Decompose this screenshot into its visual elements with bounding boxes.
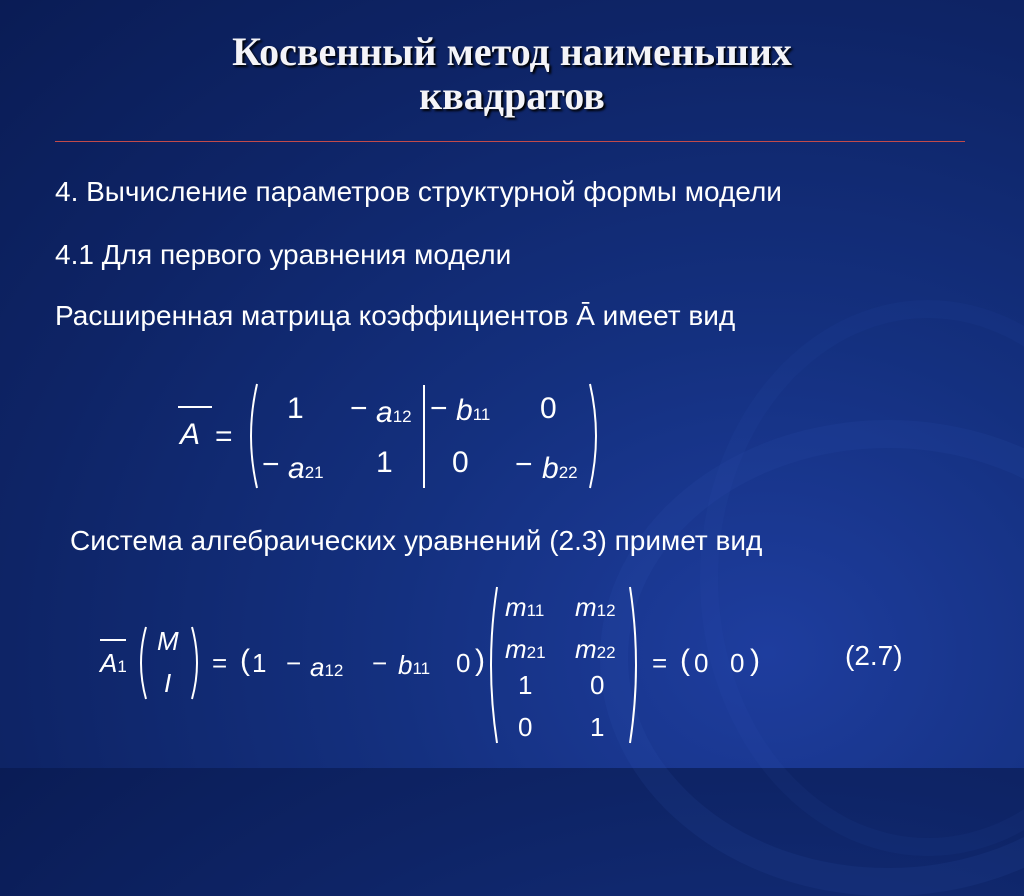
text-item-3: Расширенная матрица коэффициентов Ā имеет вид <box>55 300 736 331</box>
matrix-cell: b22 <box>542 452 578 485</box>
matrix-cell: 0 <box>590 670 605 700</box>
minus-sign: − <box>372 648 388 678</box>
vector-cell: 0 <box>730 648 745 678</box>
text-item-4: Система алгебраических уравнений (2.3) примет вид <box>70 525 763 556</box>
matrix-a-lhs: A <box>180 418 201 451</box>
matrix-cell: m11 <box>505 592 545 622</box>
matrix-cell: m12 <box>575 592 616 622</box>
matrix-cell: 1 <box>376 446 393 479</box>
left-paren <box>485 585 499 745</box>
a1-symbol: A1 <box>100 648 127 678</box>
equation-number: (2.7) <box>845 640 903 671</box>
vector-cell: 0 <box>694 648 709 678</box>
vector-cell: a12 <box>310 652 344 682</box>
matrix-cell: 0 <box>452 446 469 479</box>
vector-cell: 0 <box>456 648 471 678</box>
matrix-cell: 0 <box>540 392 557 425</box>
matrix-cell: a12 <box>376 396 412 429</box>
i-symbol: I <box>164 668 172 698</box>
matrix-cell: m21 <box>505 634 546 664</box>
minus-sign: − <box>262 448 280 481</box>
text-item-1: 4. Вычисление параметров структурной формы модели <box>55 176 782 207</box>
matrix-cell: 1 <box>590 712 605 742</box>
matrix-cell: a21 <box>288 452 324 485</box>
overline <box>100 639 126 641</box>
augment-separator <box>423 385 425 488</box>
matrix-cell: 1 <box>287 392 304 425</box>
left-paren: ( <box>240 644 250 677</box>
overline <box>178 406 212 408</box>
right-paren <box>190 625 202 701</box>
right-paren: ) <box>475 644 485 677</box>
title-line-1: Косвенный метод наименьших <box>232 29 792 74</box>
left-paren <box>245 382 259 490</box>
matrix-cell: b11 <box>456 394 491 427</box>
equals-sign: = <box>215 420 233 453</box>
title-line-2: квадратов <box>419 73 605 118</box>
vector-cell: 1 <box>252 648 267 678</box>
title-divider <box>55 141 965 142</box>
equals-sign: = <box>652 648 668 678</box>
minus-sign: − <box>515 448 533 481</box>
matrix-cell: 1 <box>518 670 533 700</box>
right-paren <box>588 382 602 490</box>
equals-sign: = <box>212 648 228 678</box>
right-paren: ) <box>750 644 760 677</box>
matrix-cell: 0 <box>518 712 533 742</box>
vector-cell: b11 <box>398 650 431 680</box>
minus-sign: − <box>286 648 302 678</box>
slide-title <box>0 30 1024 118</box>
matrix-cell: m22 <box>575 634 616 664</box>
left-paren <box>136 625 148 701</box>
text-item-2: 4.1 Для первого уравнения модели <box>55 239 512 270</box>
m-symbol: M <box>157 626 179 656</box>
right-paren <box>628 585 642 745</box>
left-paren: ( <box>680 644 690 677</box>
minus-sign: − <box>430 392 448 425</box>
minus-sign: − <box>350 392 368 425</box>
